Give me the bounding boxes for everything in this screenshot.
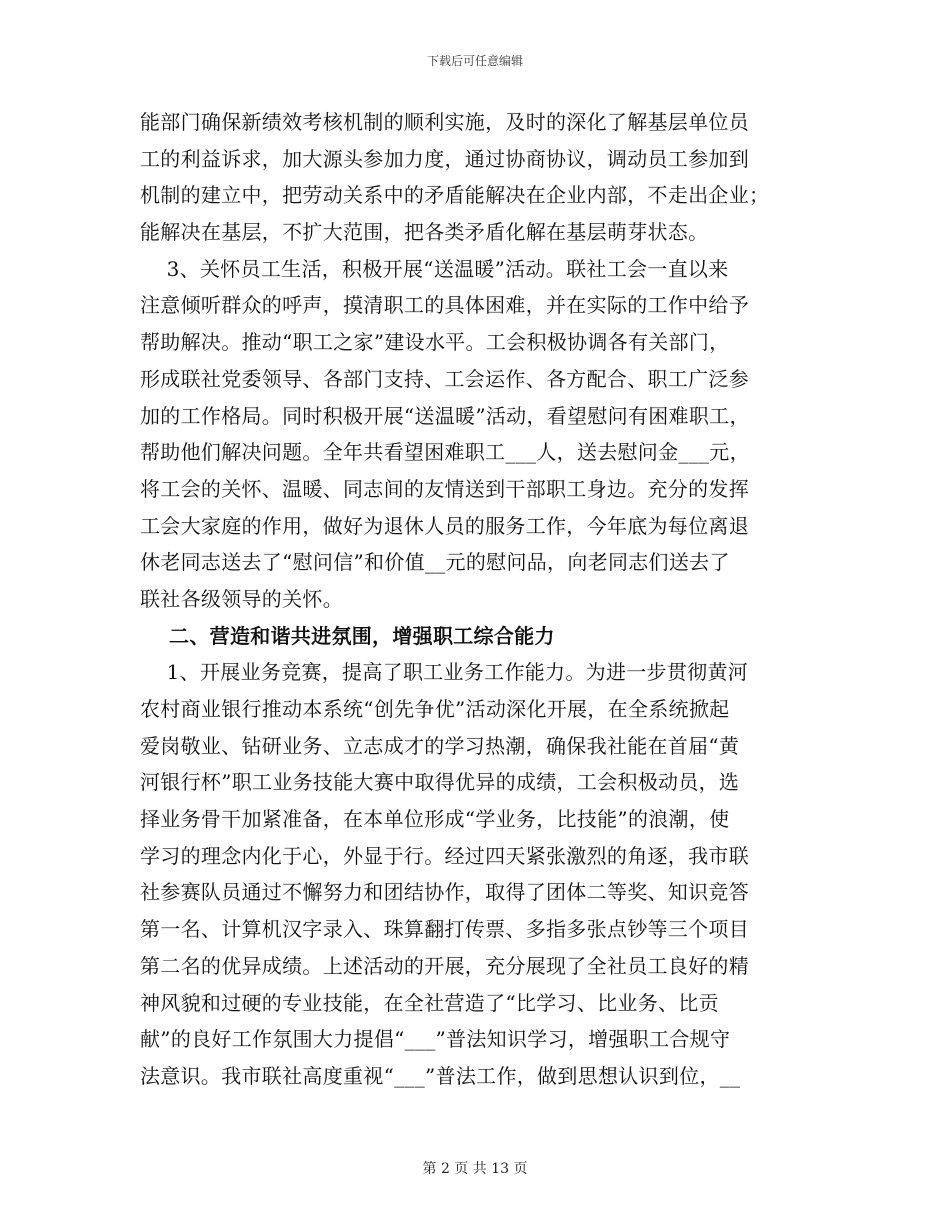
text-line: 神风貌和过硬的专业技能，在全社营造了“比学习、比业务、比贡: [140, 990, 719, 1015]
text-line: 联社各级领导的关怀。: [140, 586, 343, 611]
document-body: [140, 104, 810, 1095]
text-line: 第一名、计算机汉字录入、珠算翻打传票、多指多张点钞等三个项目: [140, 917, 749, 942]
text-line: 注意倾听群众的呼声，摸清职工的具体困难，并在实际的工作中给予: [140, 293, 749, 318]
text-line: 能部门确保新绩效考核机制的顺利实施，及时的深化了解基层单位员: [140, 110, 749, 134]
text-line: 3、关怀员工生活，积极开展“送温暖”活动。联社工会一直以来: [140, 256, 729, 281]
text-line: 第二名的优异成绩。上述活动的开展，充分展现了全社员工良好的精: [140, 953, 749, 978]
text-line: 帮助他们解决问题。全年共看望困难职工___人，送去慰问金___元，: [140, 440, 750, 465]
text-line: 工会大家庭的作用，做好为退休人员的服务工作，今年底为每位离退: [140, 513, 749, 538]
text-line: 社参赛队员通过不懈努力和团结协作，取得了团体二等奖、知识竞答: [140, 880, 749, 905]
text-line: 1、开展业务竞赛，提高了职工业务工作能力。为进一步贯彻黄河: [140, 660, 749, 685]
text-line: 能解决在基层，不扩大范围，把各类矛盾化解在基层萌芽状态。: [140, 220, 709, 245]
text-line: 形成联社党委领导、各部门支持、工会运作、各方配合、职工广泛参: [140, 366, 749, 391]
text-line: 机制的建立中，把劳动关系中的矛盾能解决在企业内部，不走出企业；: [140, 183, 770, 208]
text-line: 帮助解决。推动“职工之家”建设水平。工会积极协调各有关部门，: [140, 330, 730, 355]
text-line: 河银行杯”职工业务技能大赛中取得优异的成绩，工会积极动员，选: [140, 770, 740, 795]
page-header: 下载后可任意编辑: [426, 54, 523, 68]
section-heading: 二、营造和谐共进氛围，增强职工综合能力: [140, 623, 555, 648]
text-line: 法意识。我市联社高度重视“___”普法工作，做到思想认识到位，__: [140, 1063, 741, 1088]
text-line: 农村商业银行推动本系统“创先争优”活动深化开展，在全系统掀起: [140, 697, 730, 721]
text-line: 加的工作格局。同时积极开展“送温暖”活动，看望慰问有困难职工，: [140, 403, 750, 428]
text-line: 择业务骨干加紧准备，在本单位形成“学业务，比技能”的浪潮，使: [140, 807, 730, 832]
text-line: 献”的良好工作氛围大力提倡“___”普法知识学习，增强职工合规守: [140, 1027, 731, 1052]
text-line: 休老同志送去了“慰问信”和价值__元的慰问品，向老同志们送去了: [140, 550, 730, 575]
page-number: 第 2 页 共 13 页: [422, 1161, 528, 1177]
text-line: 将工会的关怀、温暖、同志间的友情送到干部职工身边。充分的发挥: [140, 476, 749, 501]
text-line: 爱岗敬业、钻研业务、立志成才的学习热潮，确保我社能在首届“黄: [140, 733, 740, 758]
text-line: 工的利益诉求，加大源头参加力度，通过协商协议，调动员工参加到: [140, 146, 749, 171]
text-line: 学习的理念内化于心，外显于行。经过四天紧张激烈的角逐，我市联: [140, 843, 749, 868]
